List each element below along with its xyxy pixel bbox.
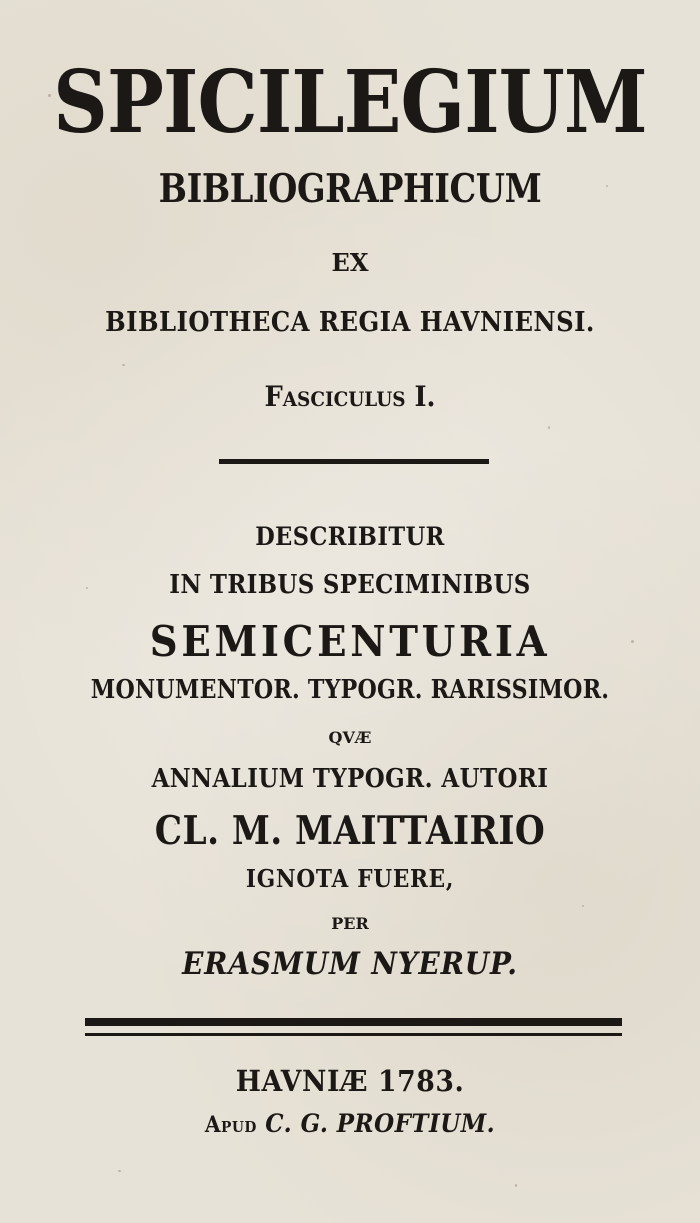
imprint-apud: Apud: [204, 1112, 257, 1138]
per-label: PER: [331, 914, 369, 933]
description-line-6: ANNALIUM TYPOGR. AUTORI: [151, 764, 549, 794]
book-title: SPICILEGIUM: [53, 52, 647, 153]
description-line-5: QVÆ: [328, 728, 372, 747]
paper-speck: [118, 1170, 121, 1172]
imprint-divider-thick: [85, 1018, 622, 1026]
library-name: BIBLIOTHECA REGIA HAVNIENSI.: [105, 307, 595, 338]
paper-speck: [122, 364, 125, 366]
description-line-7: CL. M. MAITTAIRIO: [154, 808, 546, 854]
paper-speck: [582, 905, 584, 907]
imprint-place-year: HAVNIÆ 1783.: [235, 1064, 465, 1098]
description-line-4: MONUMENTOR. TYPOGR. RARISSIMOR.: [90, 675, 610, 705]
paper-speck: [515, 1184, 517, 1187]
section-divider: [219, 459, 489, 464]
imprint-publisher-name: C. G. PROFTIUM.: [265, 1109, 496, 1138]
description-line-2: IN TRIBUS SPECIMINIBUS: [169, 570, 531, 600]
fascicle-label: Fasciculus I.: [264, 380, 436, 413]
paper-speck: [548, 426, 550, 429]
author-name: ERASMUM NYERUP.: [182, 946, 518, 982]
imprint-publisher-line: [28, 1109, 672, 1138]
preposition-ex: EX: [331, 248, 369, 277]
description-line-3: SEMICENTURIA: [149, 617, 551, 666]
book-subtitle: BIBLIOGRAPHICUM: [158, 166, 542, 212]
imprint-divider-thin: [85, 1033, 622, 1036]
description-line-8: IGNOTA FUERE,: [245, 864, 455, 893]
description-line-1: DESCRIBITUR: [255, 522, 445, 551]
